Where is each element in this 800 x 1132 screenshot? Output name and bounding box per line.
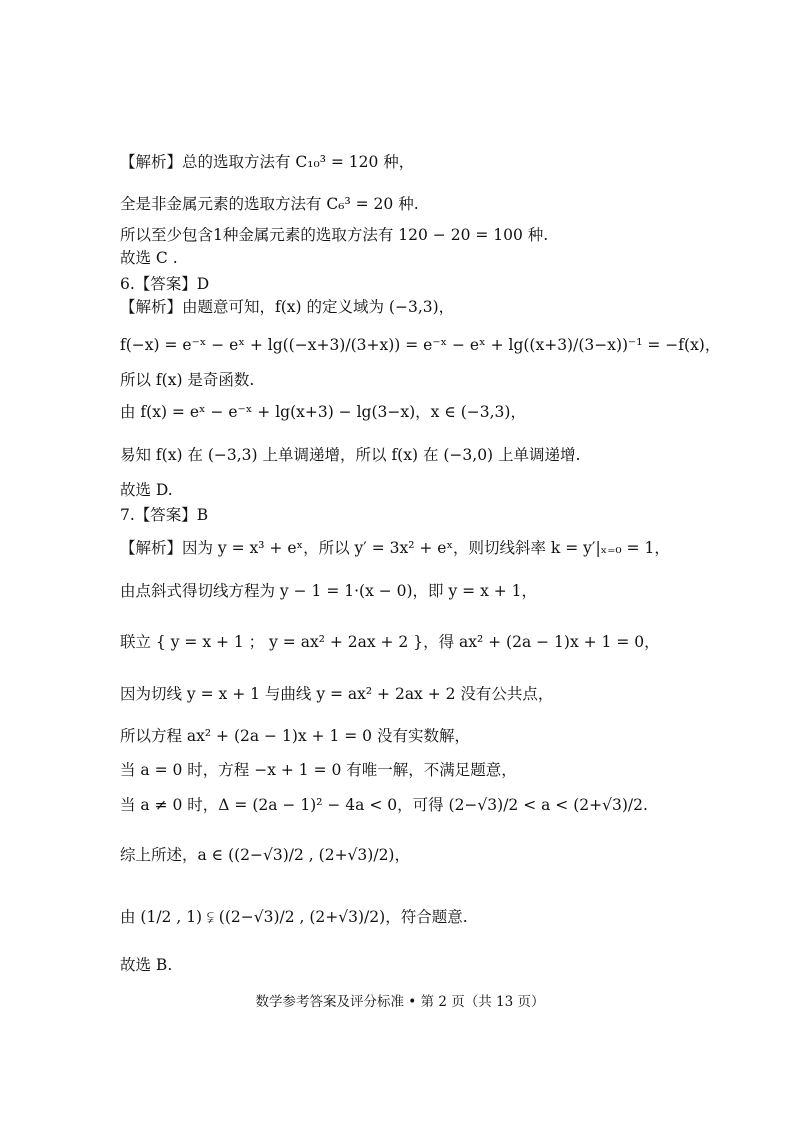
formula-line: f(−x) = e⁻ˣ − eˣ + lg((−x+3)/(3+x)) = e⁻ˣ − eˣ + lg((x+3)/(3−x))⁻¹ = −f(x)， [120, 336, 721, 354]
formula-line: 综上所述，a ∈ ((2−√3)/2 , (2+√3)/2)， [120, 846, 410, 864]
text-line: 故选 D. [120, 481, 173, 499]
text-line: 当 a = 0 时，方程 −x + 1 = 0 有唯一解，不满足题意， [120, 761, 517, 779]
text-line: 因为切线 y = x + 1 与曲线 y = ax² + 2ax + 2 没有公共点， [120, 685, 554, 703]
text-line: 所以 f(x) 是奇函数. [120, 371, 255, 389]
text-line: 所以至少包含1种金属元素的选取方法有 120 − 20 = 100 种. [120, 226, 549, 244]
text-line: 故选 B. [120, 956, 173, 974]
formula-line: 联立 { y = x + 1 ； y = ax² + 2ax + 2 }，得 ax² + (2a − 1)x + 1 = 0， [120, 633, 660, 651]
formula-line: 当 a ≠ 0 时，Δ = (2a − 1)² − 4a < 0，可得 (2−√3)/2 < a < (2+√3)/2. [120, 796, 648, 814]
question-answer-heading: 7.【答案】B [120, 506, 209, 524]
formula-line: 由点斜式得切线方程为 y − 1 = 1·(x − 0)，即 y = x + 1， [120, 582, 538, 600]
text-line: 所以方程 ax² + (2a − 1)x + 1 = 0 没有实数解， [120, 727, 470, 745]
text-line: 【解析】总的选取方法有 C₁₀³ = 120 种， [120, 153, 415, 171]
formula-line: 由 f(x) = eˣ − e⁻ˣ + lg(x+3) − lg(3−x)，x ∈ (−3,3)， [120, 403, 526, 421]
text-line: 易知 f(x) 在 (−3,3) 上单调递增，所以 f(x) 在 (−3,0) 上单调递增. [120, 446, 581, 464]
text-line: 故选 C . [120, 249, 178, 267]
page-footer: 数学参考答案及评分标准 • 第 2 页（共 13 页） [255, 994, 545, 1010]
text-line: 全是非金属元素的选取方法有 C₆³ = 20 种. [120, 195, 419, 213]
formula-line: 【解析】因为 y = x³ + eˣ，所以 y′ = 3x² + eˣ，则切线斜率 k = y′|ₓ₌₀ = 1， [120, 539, 670, 557]
text-line: 【解析】由题意可知，f(x) 的定义域为 (−3,3)， [120, 298, 455, 316]
question-answer-heading: 6.【答案】D [120, 275, 210, 293]
formula-line: 由 (1/2 , 1) ⫋ ((2−√3)/2 , (2+√3)/2)，符合题意. [120, 908, 468, 926]
